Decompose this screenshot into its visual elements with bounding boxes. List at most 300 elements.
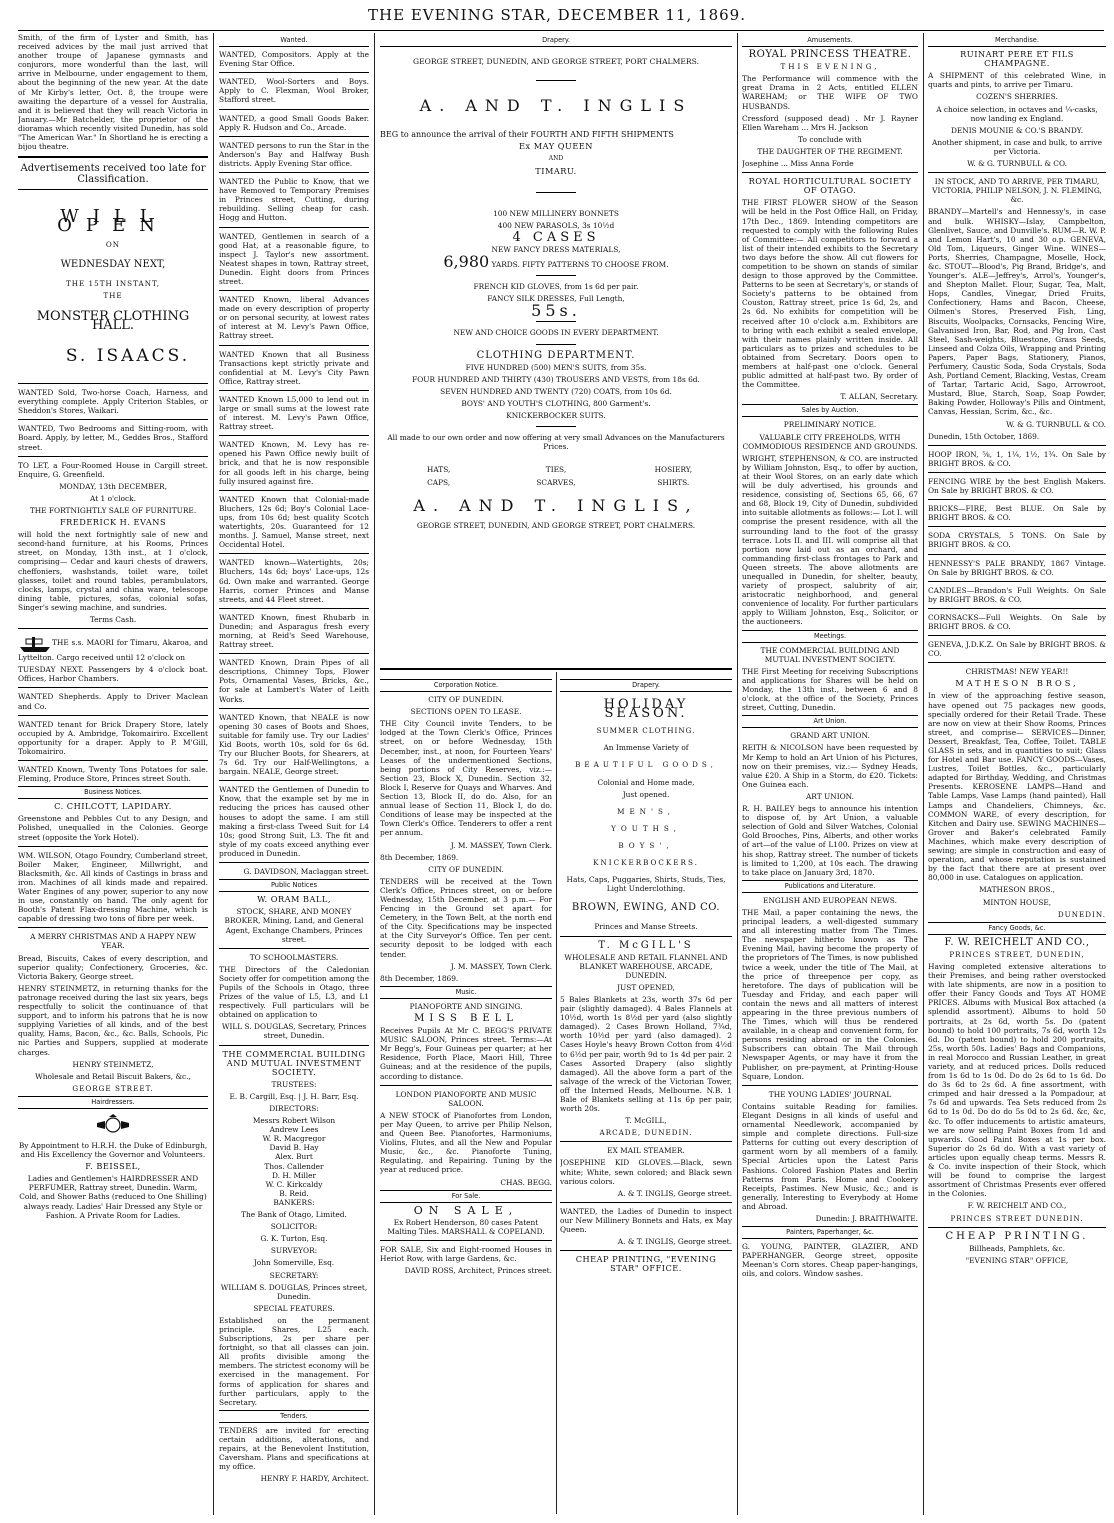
solicitor-text: G. K. Turton, Esq. [260,1234,328,1244]
inglis-name: A. AND T. INGLIS [419,96,693,116]
masthead: THE EVENING STAR, DECEMBER 11, 1869. [368,6,746,24]
bonnets: 100 NEW MILLINERY BONNETS [493,208,619,218]
column-divider [556,672,557,1514]
conclude: To conclude with [798,134,862,144]
wednesday-next: WEDNESDAY NEXT, [60,258,166,270]
divider [560,1141,732,1142]
ship-name: Ex MAY QUEEN [519,141,593,152]
wanted-ad: WANTED Known that Colonial-made Bluchers, 12s 6d; Boy's Colonial Lace-ups, from 10s 6d; best quality Scotch watertights, 20s. Guaranteed for 12 months. J. Samuel, Manse street, next Occidental Hotel. [219,494,369,550]
grand-art-union: GRAND ART UNION. [790,731,870,741]
this-evening: THIS EVENING, [780,62,880,72]
turnbull-date: Dunedin, 15th October, 1869. [928,431,1040,441]
performance-text: The Performance will commence with the great Drama in 2 Acts, entitled ELLEN WAREHAM; or THE WIFE OF TWO HUSBANDS. [742,74,918,111]
wanted-ad: WANTED Known that all Business Transactions kept strictly private and confidential at M. Levy's City Pawn Office, Rattray street. [219,349,369,386]
classified-ad: WANTED Sold, Two-horse Coach, Harness, and everything complete. Apply Criterion Stables, or Sheddon's Stores, Waikari. [18,388,208,416]
column-divider [923,33,924,1515]
brown-ewing: BROWN, EWING, AND CO. [571,902,721,914]
will-open: WILL OPEN [57,206,169,237]
section-heading: Fancy Goods, &c. [928,922,1106,935]
notice-date: 8th December, 1869. [380,973,459,983]
ship-name: TIMARU. [535,165,577,176]
arcade: ARCADE, DUNEDIN. [599,1128,693,1138]
town-clerk: J. M. MASSEY, Town Clerk. [450,840,552,850]
beautiful-goods: BEAUTIFUL GOODS, [575,760,717,770]
coats: SEVEN HUNDRED AND TWENTY (720) COATS, from 10s 6d. [440,386,672,396]
divider [219,780,369,781]
ship-icon [18,633,52,653]
bright-bros-ad: SODA CRYSTALS, 5 TONS. On Sale by BRIGHT BROS. & CO. [928,531,1106,550]
steinmetz-text: HENRY STEINMETZ, in returning thanks for the patronage received during the last six years, begs respectfully to solicit the continuance of that support, and to inform his patrons that he is now supplying Varieties of all kinds, and of the best quality, Hams, Bacon, &c., &c. Balls, Schools, Pic nic Parties and Suppers, supplied at moderate charges. [18,983,208,1057]
section-heading: Drapery. [560,679,732,692]
horticultural-text: THE FIRST FLOWER SHOW of the Season will be held in the Post Office Hall, on Friday, 17th Dec., 1869. Intending competitors are requested to comply with the following Rules of Committee:— All competitors to forward a list of their intended exhibits to the Secretary two days before the show. All cut flowers for competition to be shown on stands of similar design to those approved by the Committee. Patterns to be seen at Secretary's, or stands of Society's patterns to be obtained from Couston, Rattray street, price 1s 6d, 2s, and 2s 6d. No exhibits for competition will be received after 10 o'clock a.m. Exhibitors are to bring with each exhibit a sealed envelope, with their names plainly written inside. All particulars as to prizes and schedules to be obtained from Secretary. Doors open to members at half-past one o'clock. General public admitted at half-past two. By order of the Committee. [742,198,918,390]
director-list [219,1116,369,1198]
classified-ad: TO LET, a Four-Roomed House in Cargill street. Enquire, G. Greenfield. [18,460,208,479]
divider [219,435,369,436]
divider [18,156,208,158]
director-name: W. R. Macgregor [262,1134,326,1144]
classified-ad: WANTED, Two Bedrooms and Sitting-room, with Board. Apply, by letter, M., Geddes Bros., Stafford street. [18,424,208,452]
auction-text: will hold the next fortnightly sale of new and second-hand furniture, at his Rooms, Princes street, on Monday, 13th inst., at 1 o'clock, comprising— Cedar and kauri chests of drawers, cheffoniers, washstands, toilet ware, toilet glasses, toilet and round tables, perambulators, clocks, lamps, crystal and china ware, telescope dining table, pictures, sofas, colonial sofas, Singer's sewing machine, and sundries. [18,530,208,612]
city-title: CITY OF DUNEDIN. [428,864,504,874]
denis-text: Another shipment, in case and bulk, to arrive per Victoria. [932,137,1102,156]
notice-date: 8th December, 1869. [380,852,459,862]
bright-bros-list [928,445,1106,659]
divider [928,1227,1106,1228]
sections-title: SECTIONS OPEN TO LEASE. [410,707,522,717]
sale-date: MONDAY, 13th DECEMBER, [59,481,167,491]
trousers: FOUR HUNDRED AND THIRTY (430) TROUSERS AND VESTS, from 18s 6d. [412,374,700,384]
goods-item: HOSIERY, [654,465,693,475]
divider [928,172,1106,173]
news-paragraph: Smith, of the firm of Lyster and Smith, has received advices by the mail just arrived that another troupe of Japanese gymnasts and conjurors, more wonderful than the last, will arrive in Melbourne, under engagement to them, about the beginning of the new year. At the date of Mr Kirby's letter, Oct. 8, the troupe were awaiting the departure of a vessel for Australia, and it is believed that they will reach Victoria in January.—Mr Batchelder, the proprietor of the dioramas which recently visited Dunedin, has sold "The American War." In Shortland he is erecting a bijou theatre. [18,33,208,152]
inglis-signature: A. & T. INGLIS, George street. [617,1188,732,1198]
wanted-ad: WANTED Known, that NEALE is now opening 30 cases of Boots and Shoes, suitable for family use. Try our Ladies' Kid Boots, worth 10s, sold for 6s 6d. Try our Blucher Boots, for Shearers, at 7s 6d. Try our Half-Wellingtons, a bargain. NEALE, George street. [219,712,369,777]
turnbull-signature: W. & G. TURNBULL & CO. [1006,419,1106,429]
allan-signature: T. ALLAN, Secretary. [840,392,918,402]
secretary-signature: WILL S. DOUGLAS, Secretary, Princes street, Dunedin. [221,1022,367,1041]
divider [219,862,369,863]
divider [928,526,1106,527]
on-sale: ON SALE, [413,1203,519,1217]
schoolmasters-text: THE Directors of the Caledonian Society offer for competition among the Pupils of the Schools in Otago, three Prizes of the value of L5, L3, and L1 respectively. Full particulars will be obtained on application to [219,964,369,1020]
section-heading: For Sale. [380,1190,552,1203]
mcgill-title: T. McGILL'S [598,939,694,951]
divider [18,715,208,716]
divider [219,227,369,228]
divider [380,1085,552,1086]
secretary-text: WILLIAM S. DOUGLAS, Princes street, Dunedin. [220,1282,368,1301]
section-heading: Amusements. [742,35,918,47]
auctioneer-name: FREDERICK H. EVANS [59,517,167,528]
masthead-rule [18,30,1104,31]
divider [219,708,369,709]
section-heading: Meetings. [742,630,918,643]
divider [18,628,208,629]
divider [219,390,369,391]
bright-bros-ad: GENEVA, J.D.K.Z. On Sale by BRIGHT BROS. & CO. [928,640,1106,659]
broker-name: W. ORAM BALL, [257,894,331,905]
surveyor-label: SURVEYOR: [270,1246,318,1256]
young-painter: G. YOUNG, PAINTER, GLAZIER, AND PAPERHANGER, George street, opposite Meenan's Corn stores. Cheap paper-hangings, oils, and colors. Window sashes. [742,1242,918,1279]
beissel-text: Ladies and Gentlemen's HAIRDRESSER AND PERFUMER, Rattray street, Dunedin. Warm, Cold, and Shower Baths (reduced to One Shilling) always ready. Ladies' Hair Dressed any Style or Fashion. A Private Room for Ladies. [19,1174,207,1220]
surveyor-text: John Somerville, Esq. [253,1258,335,1268]
column-2 [219,33,369,1513]
star-office: "EVENING STAR" OFFICE, [965,1255,1069,1265]
english-text: THE Mail, a paper containing the news, the principal leaders, a well-digested summary and all interesting matter from The Times. The newspaper hitherto known as The Evening Mail, having become the property of the proprietors of The Times, is now published twice a week, under the title of The Mail, at the price of threepence per copy, as heretofore. The days of publication will be Tuesday and Friday, and each paper will contain the news and all matters of interest appearing in the three previous numbers of The Times, which will thus be rendered available, in a cheap and convenient form, for persons residing abroad or in the Colonies. Subscribers can obtain The Mail through Newspaper Agents, or may have it from the Publisher, on pre-payment, at Printing-House Square, London. [742,907,918,1081]
theatre-title: ROYAL PRINCESS THEATRE. [748,49,912,61]
reichelt-signature: F. W. REICHELT AND CO., [967,1201,1067,1211]
divider [219,1045,369,1046]
drapery-address: GEORGE STREET, DUNEDIN, AND GEORGE STREET, PORT CHALMERS. [416,520,696,530]
divider [219,345,369,346]
divider [928,581,1106,582]
horticultural-title: ROYAL HORTICULTURAL SOCIETY OF OTAGO. [748,176,912,196]
wanted-ad: WANTED Known, liberal Advances made on every description of property or on personal security, at lowest rates of interest at M. Levy's Pawn Office, Rattray street. [219,295,369,341]
sale-title: THE FORTNIGHTLY SALE OF FURNITURE. [29,506,197,515]
denis-title: DENIS MOUNIE & CO.'S BRANDY. [950,125,1084,135]
divider [219,172,369,173]
davidson-signature: G. DAVIDSON, Maclaggan street. [243,867,369,877]
foundry-ad: WM. WILSON, Otago Foundry, Cumberland street, Boiler Maker, Engineer, Millwright, and Blacksmith, &c. All kinds of Castings in brass and iron. Machines of all kinds made and repaired. Water Engines of any power, superior to any now in use, constantly on hand. The only agent for Booth's Patent Flax-dressing Machine, which is capable of dressing two tons of fibre per week. [18,850,208,924]
art-union: ART UNION. [805,791,855,801]
wanted-ad: WANTED Known L5,000 to lend out in large or small sums at the lowest rate of interest. M. Levy's Pawn Office, Rattray street. [219,394,369,432]
divider [928,472,1106,473]
divider [219,948,369,949]
on-sale-text: Ex Robert Henderson, 80 cases Patent Malting Tiles. MARSHALL & COPELAND. [387,1217,545,1236]
section-heading: Music. [380,986,552,999]
classified-ad: WANTED Shepherds. Apply to Driver Maclean and Co. [18,692,208,711]
appointment: By Appointment to H.R.H. the Duke of Edinburgh, and His Excellency the Governor and Volunteers. [18,1140,208,1160]
parasols: 400 NEW PARASOLS, 3s 10½d [497,220,615,230]
cozens-text: A choice selection, in octaves and ¼-casks, now landing ex England. [936,104,1098,123]
divider [219,608,369,609]
divider [560,1202,732,1203]
architect-signature: HENRY F. HARDY, Architect. [260,1474,369,1484]
divider [742,1085,918,1086]
bright-bros-ad: BRICKS—FIRE, Best BLUE. On Sale by BRIGHT BROS. & CO. [928,504,1106,523]
divider [928,608,1106,609]
young-ladies-journal: THE YOUNG LADIES' JOURNAL [768,1089,892,1099]
goods-item: HATS, [426,465,451,475]
divider [219,653,369,654]
monster-clothing-hall: MONSTER CLOTHING HALL. [36,308,190,333]
commercial-text: THE First Meeting for receiving Subscriptions and applications for Shares will be held on Monday, the 13th inst., between 6 and 8 o'clock, at the office of the Society, Princes street, Cutting, Dunedin. [742,666,918,713]
director-name: W. C. Kirkcaldy [265,1179,323,1189]
secretary-label: SECRETARY: [269,1270,319,1280]
beissel-name: F. BEISSEL, [85,1161,141,1172]
english-news: ENGLISH AND EUROPEAN NEWS. [763,895,897,905]
braithwaite: Dunedin: J. BRAITHWAITE. [815,1213,918,1223]
director-name: B. Reid. [279,1188,309,1198]
classified-ad: WANTED tenant for Brick Drapery Store, lately occupied by A. Ambridge, Tokomairiro. Excellent opportunity for a draper. Apply to P. M'Gill, Tokomairiro. [18,719,208,756]
section-heading: Drapery. [380,35,732,47]
column-3b [560,676,732,1516]
divider [928,445,1106,446]
director-name: Alex. Burt [275,1152,313,1162]
divider [560,1250,732,1251]
society-title: THE COMMERCIAL BUILDING AND MUTUAL INVESTMENT SOCIETY. [222,1048,366,1077]
column-divider [737,33,738,1515]
kid-gloves: FRENCH KID GLOVES, from 1s 6d per pair. [473,282,639,292]
immense-variety: An Immense Variety of [603,743,689,753]
turnbull-signature: W. & G. TURNBULL & CO. [967,159,1067,169]
goods-grid [380,465,732,487]
preliminary: PRELIMINARY NOTICE. [783,420,877,430]
bright-bros-ad: FENCING WIRE by the best English Makers. On Sale by BRIGHT BROS. & CO. [928,476,1106,496]
divider [380,668,732,670]
divider [219,553,369,554]
wanted-list [219,50,369,863]
section-heading: Tenders. [219,1410,369,1423]
knickerbockers: KNICKERBOCKERS. [593,858,699,868]
divider [18,846,208,847]
divider [928,662,1106,663]
director-name: David B. Hay [269,1143,319,1153]
cheap-printing: CHEAP PRINTING, "EVENING STAR" OFFICE. [575,1254,717,1274]
choice-goods: NEW AND CHOICE GOODS IN EVERY DEPARTMENT. [453,328,659,338]
city-title: CITY OF DUNEDIN. [428,695,504,705]
divider [560,936,732,937]
trustees-label: TRUSTEES: [271,1079,317,1089]
silk-dresses: FANCY SILK DRESSES, Full Length, [487,294,625,304]
commercial-title: THE COMMERCIAL BUILDING AND MUTUAL INVESTMENT SOCIETY. [760,645,900,664]
shipping-notice: THE s.s. MAORI for Timaru, Akaroa, and Lyttelton. Cargo received until 12 o'clock on [18,638,208,663]
schoolmasters-title: TO SCHOOLMASTERS. [249,952,339,962]
divider [18,189,208,190]
young-ladies-text: Contains suitable Reading for families. Elegant Designs in all kinds of useful and ornamental Needlework, accompanied by simple and complete directions. Full-size Patterns for cutting out every description of garment worn by all members of a family. Special Articles upon the Latest Paris Fashions. Colored Fashion Plates and Berlin Patterns from Paris. Home and Cookery Receipts, Pastimes. New Music, &c.; and is generally, Interesting to Everybody at Home and Abroad. [742,1101,918,1211]
stock-list: BRANDY—Martell's and Hennessy's, in case and bulk. WHISKY—Islay, Campbelton, Glenlivet, Sauce, and Dunville's. RUM—R. W. P. and Lemon Hart's, 10 and 30 o.p. GENEVA, Old Tom, Liqueurs, Ginger Wine. WINES—Ports, Sherries, Champagne, Moselle, Hock, &c. STOUT—Blood's, Pig Brand, Bridge's, and Younger's. ALE—Jeffrey's, Arrol's, Younger's, and Shepton Mallet. Flour, Sugar, Tea, Malt, Hops, Candles, Vinegar, Dried Fruits, Confectionery, Hams and Bacon, Cheese, Oilmen's Stores, Preserved Fish, Ling, Biscuits, Woolpacks, Cornsacks, Fencing Wire, Galvanised Iron, Bar, Rod, and Pig Iron, Cast Steel, Sash-weights, Bluestone, Grass Seeds, Linseed and Colza Oils, Wrapping and Printing Papers, Paper Bags, Stationery, Pianos, Perfumery, Caustic Soda, Soda Crystals, Soda Ash, Portland Cement, Blacking, Vestas, Cream of Tartar, Tartaric Acid, Sago, Arrowroot, Mustard, Blue, Starch, Soap, Soap Powder, Baking Powder, Holloway's Pills and Ointment, Canvas, Hessian, Scrim, &c., &c. [928,207,1106,417]
billheads: Billheads, Pamphlets, &c. [968,1243,1066,1253]
ruinart-title: RUINART PERE ET FILS CHAMPAGNE. [960,49,1074,69]
mens-suits: FIVE HUNDRED (500) MEN'S SUITS, from 35s. [465,362,647,372]
classified-ad: WANTED Known, Twenty Tons Potatoes for sale. Fleming, Produce Store, Princes street South. [18,764,208,784]
special-features-label: SPECIAL FEATURES. [253,1303,335,1313]
divider [536,426,576,427]
wanted-ad: WANTED Known, M. Levy has re-opened his Pawn Office newly built of brick, and that he is now responsible for all goods left in his charge, being fully insured against fire. [219,440,369,486]
divider [742,172,918,173]
boys: BOYS', [618,840,674,850]
divider [928,499,1106,500]
knickerbocker: KNICKERBOCKER SUITS. [506,410,606,420]
divider [18,419,208,420]
wanted-ad: WANTED the Public to Know, that we have Removed to Temporary Premises in Princes street, Cutting, during rebuilding. Selling cheap for cash. Hogg and Hutton. [219,177,369,223]
column-3a [380,676,552,1516]
piano-title: PIANOFORTE AND SINGING. [409,1001,523,1011]
brown-address: Princes and Manse Streets. [594,922,698,932]
section-heading: Painters, Paperhanger, &c. [742,1226,918,1239]
reith-text: REITH & NICOLSON have been requested by Mr Kemp to hold an Art Union of his Pictures, now on their premises, viz.:— Sydney Heads, value £20. A Ship in a Storm, do £20. Tickets: One Guinea each. [742,743,918,789]
bankers-label: BANKERS: [273,1197,315,1207]
column-divider [374,33,375,1515]
shipping-departure: TUESDAY NEXT. Passengers by 4 o'clock boat. Offices, Harbor Chambers. [18,665,208,684]
mail-steamer: EX MAIL STEAMER. [607,1146,685,1156]
cast-list: Josephine ... Miss Anna Forde [742,159,854,169]
divider [536,275,576,276]
and: AND [548,155,564,163]
broker-text: STOCK, SHARE, AND MONEY BROKER, Mining, Land, and General Agent, Exchange Chambers, Princes street. [224,907,364,944]
divider [536,192,576,193]
inglis-announce: BEG to announce the arrival of their FOURTH AND FIFTH SHIPMENTS [380,130,674,140]
millinery-ad: WANTED, the Ladies of Dunedin to inspect our New Millinery Bonnets and Hats, ex May Queen. [560,1206,732,1235]
special-features-text: Established on the permanent principle. Shares, L25 each. Subscriptions, 2s per share per fortnight, so that all classes can join. All profits divisible among the members. The strictest economy will be exercised in the management. For forms of application for shares and further particulars, apply to the Secretary. [219,1315,369,1407]
goods-item: CAPS, [427,478,451,488]
valuable-freeholds: VALUABLE CITY FREEHOLDS, WITH COMMODIOUS RESIDENCE AND GROUNDS. [742,432,918,451]
london-text: A NEW STOCK of Pianofortes from London, per May Queen, to arrive per Philip Nelson, and Queen Bee. Pianofortes, Harmoniums, Violins, Flutes, and all the New and Popular Music, &c., &c. Pianoforte Tuning, Regulating, and Repairing. Tuning by the year at reduced price. [380,1110,552,1175]
cheap-printing: CHEAP PRINTING. [945,1230,1089,1242]
merry-christmas: A MERRY CHRISTMAS AND A HAPPY NEW YEAR. [30,932,196,951]
wanted-ad: WANTED known—Watertights, 20s; Bluchers, 14s 6d; boys' Lace-ups, 12s 6d. Own make and warranted. George Harris, corner Princes and Manse streets, and 44 Fleet street. [219,558,369,604]
summer-clothing: SUMMER CLOTHING. [596,726,696,736]
bell-text: Receives Pupils At Mr C. BEGG'S PRIVATE MUSIC SALOON, Princes street. Terms:—At Mr Begg's, Four Guineas per quarter; at her Residence, Forth Place, Maori Hill, Three Guineas; and at the residence of the pupils, according to distance. [380,1026,552,1081]
bailey-text: R. H. BAILEY begs to announce his intention to dispose of, by Art Union, a valuable selection of Gold and Silver Watches, Colonial Gold Brooches, Pins, Alberts, and other works of art—of the value of L100. Prizes on view at his shop, Rattray street. The number of tickets is limited to 1,200, at 10s each. The drawing to take place on January 3rd, 1870. [742,804,918,877]
tender-text: TENDERS will be received at the Town Clerk's Office, Princes street, on or before Wednesday, 15th December, at 3 p.m.— For Fencing in the Ground set apart for Cemetery, in the Town Belt, at the north end of the City. Specifications may be inspected at the City Surveyor's Office. Ten per cent. security deposit to be lodged with each tender. [380,876,552,959]
section-heading: Public Notices [219,879,369,892]
wanted-ad: WANTED Known, Drain Pipes of all descriptions, Chimney Tops, Flower Pots, Ornamental Vases, Bricks, &c., for sale at Lambert's Water of Leith Works. [219,658,369,704]
goods-item: SCARVES, [536,478,576,488]
royal-crest-icon [93,1113,133,1137]
terms: Terms Cash. [89,615,137,625]
isaacs: S. ISAACS. [65,345,191,366]
fancy-materials: NEW FANCY DRESS MATERIALS, [491,244,621,254]
divider [18,760,208,761]
holiday-season: HOLIDAY SEASON. [603,697,689,722]
bright-bros-ad: CANDLES—Brandon's Full Weights. On Sale by BRIGHT BROS. & CO. [928,585,1106,604]
minton-house: MINTON HOUSE, [982,897,1052,907]
yards-number: 6,980 [443,252,490,272]
divider [18,687,208,688]
divider [219,290,369,291]
clothing-department: CLOTHING DEPARTMENT. [476,349,636,361]
directors-label: DIRECTORS: [269,1104,319,1113]
column-3-top [380,33,732,673]
section-heading: Art Union. [742,715,918,728]
divider [219,136,369,137]
lapidary-name: C. CHILCOTT, LAPIDARY. [54,801,172,812]
tenders-text: TENDERS are invited for erecting certain additions, alterations, and repairs, at the Benevolent Institution, Caversham. Plans and specifications at my office. [219,1425,369,1472]
matheson-title: MATHESON BROS, [955,678,1079,689]
goods-item: TIES, [545,465,567,475]
boys-clothing: BOYS' AND YOUTH'S CLOTHING, 800 Garment's. [461,398,651,408]
director-name: Messrs Robert Wilson [252,1116,336,1126]
bakery-text: Bread, Biscuits, Cakes of every description, and superior quality; Confectionery, Groceries, &c. Victoria Bakery, George street. [18,953,208,981]
wanted-ad: WANTED Known, finest Rhubarb in Dunedin; and Asparagus fresh every morning, at Reid's Seed Warehouse, Rattray street. [219,612,369,650]
wanted-ad: WANTED the Gentlemen of Dunedin to Know, that the example set by me in reducing the prices has caused other houses to adopt the same. I am still making a first-class Tweed Suit for L4 10s; good Strong Suit, L3. The fit and style of my coats exceed anything ever produced in Dunedin. [219,785,369,858]
christmas-title: CHRISTMAS! NEW YEAR!! [965,667,1069,677]
wanted-ad: WANTED, Compositors. Apply at the Evening Star Office. [219,50,369,69]
reichelt-title: F. W. REICHELT AND CO., [944,936,1090,948]
town-clerk: J. M. MASSEY, Town Clerk. [450,961,552,971]
made-to-order: All made to our own order and now offering at very small Advances on the Manufacturers Prices. [387,433,725,452]
steinmetz-signature: GEORGE STREET. [72,1083,154,1093]
instant: THE 15TH INSTANT, [65,278,161,288]
reichelt-address: PRINCES STREET DUNEDIN. [950,1213,1084,1223]
in-stock: IN STOCK, AND TO ARRIVE, PER TIMARU, VICTORIA, PHILIP NELSON, J. N. FLEMING, &c. [932,177,1102,205]
mcgill-items: 5 Bales Blankets at 23s, worth 37s 6d per pair (slightly damaged). 4 Bales Flannels at 10½d, worth 1s 8½d per yard (also slightly damaged). 2 Cases Brown Holland, 7¾d, worth 10½d per yard (also damaged). 2 Cases Hoyle's heavy Brown Cotton from 4½d to 6½d per pair, worth 9d to 1s 4d per pair. 2 Cases Assorted Drapery (also slightly damaged). All the above form a part of the salvage of the wreck of the Victorian Tower, off the Interned Heads, Melbourne. N.B. 1 Bale of Blankets selling at 11s 6p per pair, worth 20s. [560,994,732,1114]
yards-text: YARDS. FIFTY PATTERNS TO CHOOSE FROM. [491,260,669,270]
ross-signature: DAVID ROSS, Architect, Princes street. [404,1266,552,1276]
lapidary-text: Greenstone and Pebbles Cut to any Design, and Polished, unequalled in the Colonies. George street (opposite the York Hotel). [18,814,208,842]
reichelt-address: PRINCES STREET, DUNEDIN, [949,949,1085,959]
divider [928,554,1106,555]
matheson-signature: MATHESON BROS., [979,885,1055,895]
drapery-address: GEORGE STREET, DUNEDIN, AND GEORGE STREET, PORT CHALMERS. [413,57,699,67]
divider [536,80,576,81]
director-name: Andrew Lees [269,1125,319,1135]
section-heading: Wanted. [219,35,369,47]
solicitor-label: SOLICITOR: [270,1222,318,1232]
lease-text: THE City Council invite Tenders, to be lodged at the Town Clerk's Office, Princes street, on or before Wednesday, 15th December, inst., at noon, for Fourteen Years' Leases of the undermentioned Sections, being portions of City Reserves, viz.:— Section 23, Block X, Dunedin. Section 32, Block I, Reserve for Quays and Wharves. And Section 13, Block II, do do. Also, for an annual lease of Section 11, Block I, do do. Conditions of lease may be inspected at the Town Clerk's Office. Tenderers to offer a rent per annum. [380,719,552,838]
bright-bros-ad: HENNESSY'S PALE BRANDY, 1867 Vintage. On Sale by BRIGHT BROS. & CO. [928,558,1106,577]
inglis-signature: A. & T. INGLIS, George street. [617,1237,732,1247]
column-5 [928,33,1106,1513]
goods-item: SHIRTS. [657,478,690,488]
steinmetz-signature: Wholesale and Retail Biscuit Bakers, &c., [35,1071,191,1081]
wanted-ad: WANTED, Gentlemen in search of a good Hat, at a reasonable figure, to inspect J. Taylor's new assortment. Neatest shapes in town, Rattray street, Dunedin. Eight doors from Princes street. [219,231,369,286]
steinmetz-signature: HENRY STEINMETZ, [72,1059,154,1069]
matheson-text: In view of the approaching festive season, have opened out 75 packages new goods, specially ordered for their Retail Trade. These are now on view at their Show Rooms, Princes street, and comprise— SERVICES—Dinner, Dessert, Breakfast, Tea, Coffee, Toilet. TABLE GLASS in sets, and in quantities to suit; Glass for Hotel and Bar use. FANCY GOODS—Vases, Lustres, Toilet Bottles, &c., particularly adapted for Birthday, Wedding, and Christmas Presents. KEROSENE LAMPS—Hand and Table Lamps, Vase Lamps (hand painted), Hall Lamps and Chandeliers, Chimneys, &c. COMMON WARE, of every description, for Kitchen and Dairy use. SEWING MACHINES—Grover and Baker's celebrated Family Machines, which make every description of sewing; are simple in construction and easy of operation, and whose reputation is sustained by the fact that there are at present over 80,000 in use. Catalogues on application. [928,691,1106,883]
divider [18,927,208,928]
mcgill-warehouse: WHOLESALE AND RETAIL FLANNEL AND BLANKET WAREHOUSE, ARCADE, DUNEDIN. [564,952,728,980]
divider [219,490,369,491]
divider [380,1240,552,1241]
inglis-name: A. AND T. INGLIS, [413,496,699,516]
reichelt-text: Having completed extensive alterations to their Premises, and being rather overstocked with late shipments, are now in a position to offer their Fancy Goods and Toys AT HOME PRICES. Albums with Musical Box attached (a splendid assortment). Albums to hold 50 portraits, at 2s 6d, worth 5s. Do (patent bound) to hold 100 portraits, 7s 6d, worth 12s 6d. Do (patent bound) to hold 200 portraits, 25s, worth 50s. Ladies' Bags and Companions, in real Morocco and Russian Leather, in great variety, and at reduced prices. Dolls reduced from 1s 6d to 1s 0d. Do do 2s 6d to 1s 6d. Do do 3s 6d to 2s 6d. A fine assortment, with crimped and hair dressed a la Pompadour, at 7s 6d and upwards. Tea Sets reduced from 2s 6d to 1s 0d. Do do do 5s 0d to 2s 6d. &c, &c, &c. To offer inducements to artistic amateurs, we are now selling Paint Boxes from 1d and upwards. Good Paint Boxes at 1s per box. Superior do 2s 6d do. With a vast variety of articles upon equally cheap terms. Messrs R. & Co. invite inspection of their Stock, which will be found to comprise the largest assortment of Christmas Presents ever offered in the Colonies. [928,961,1106,1199]
mens: MEN'S, [617,806,675,816]
section-heading: Merchandise. [928,35,1106,47]
dunedin: DUNEDIN. [1057,909,1106,919]
just-opened: Just opened. [622,789,670,799]
column-divider [213,33,214,1515]
just-opened: JUST OPENED, [617,982,675,992]
begg-signature: CHAS. BEGG. [500,1177,552,1187]
column-1 [18,33,208,1513]
price-55s: 55s. [531,301,581,321]
mcgill-signature: T. McGILL, [625,1116,667,1126]
bright-bros-ad: HOOP IRON, ⅝, 1, 1¼, 1½, 1¾. On Sale by BRIGHT BROS. & CO. [928,449,1106,468]
trustees-names: E. B. Cargill, Esq. | J. H. Barr, Esq. [229,1091,359,1101]
hats-list: Hats, Caps, Puggaries, Shirts, Studs, Ties, Light Underclothing. [566,875,726,894]
divider [18,383,208,384]
cozens-title: COZEN'S SHERRIES. [976,92,1058,102]
london-title: LONDON PIANOFORTE AND MUSIC SALOON. [395,1089,537,1108]
four-cases: 4 CASES [512,229,600,245]
section-heading: Business Notices. [18,786,208,799]
youths: YOUTHS, [611,823,681,833]
the: THE [103,290,123,300]
wanted-ad: WANTED, a good Small Goods Baker. Apply R. Hudson and Co., Arcade. [219,113,369,132]
divider [536,344,576,345]
late-ads-heading: Advertisements received too late for Classification. [20,163,206,186]
column-4 [742,33,918,1513]
divider [536,321,576,322]
kid-gloves: JOSEPHINE KID GLOVES.—Black, sewn white; White, sewn colored; and Black sewn various colors. [560,1158,732,1186]
wanted-ad: WANTED, Wool-Sorters and Boys. Apply to C. Flexman, Wool Broker, Stafford street. [219,77,369,105]
divider [18,456,208,457]
wright-text: WRIGHT, STEPHENSON, & CO. are instructed by William Johnston, Esq., to offer by auction, at their Wool Stores, on an early date which will be duly advertised, his grounds and residence, consisting of, Sections 65, 66, 67 and 68, Block 19, City of Dunedin, subdivided into suitable allotments as follows:— Lot I. will comprise the present residence, with all the surrounding land to the foot of the grassy terrace. Lots II. and III. will comprise all that portion now laid out as an orchard, and commanding first-class frontages to Park and Queen streets. The above allotments are unequalled in Dunedin, for shelter, beauty, variety of prospect, salubrity of air, aristocratic neighborhood, and general convenience of locality. For further particulars apply to William Johnston, Esq., Solicitor, or the auctioneers. [742,453,918,627]
divider [219,109,369,110]
wanted-ad: WANTED persons to run the Star in the Anderson's Bay and Halfway Bush districts. Apply Evening Star office. [219,140,369,168]
section-heading: Publications and Literature. [742,880,918,893]
director-name: Thos. Callender [264,1161,324,1171]
section-heading: Hairdressers. [18,1096,208,1109]
section-heading: Sales by Auction. [742,404,918,417]
bankers-text: The Bank of Otago, Limited. [241,1210,347,1220]
ruinart-text: A SHIPMENT of this celebrated Wine, in quarts and pints, to arrive per Timaru. [928,71,1106,90]
bright-bros-ad: CORNSACKS—Full Weights. On Sale by BRIGHT BROS. & CO. [928,612,1106,631]
director-name: D. H. Miller [271,1170,317,1180]
miss-bell: MISS BELL [414,1013,518,1024]
divider [219,72,369,73]
